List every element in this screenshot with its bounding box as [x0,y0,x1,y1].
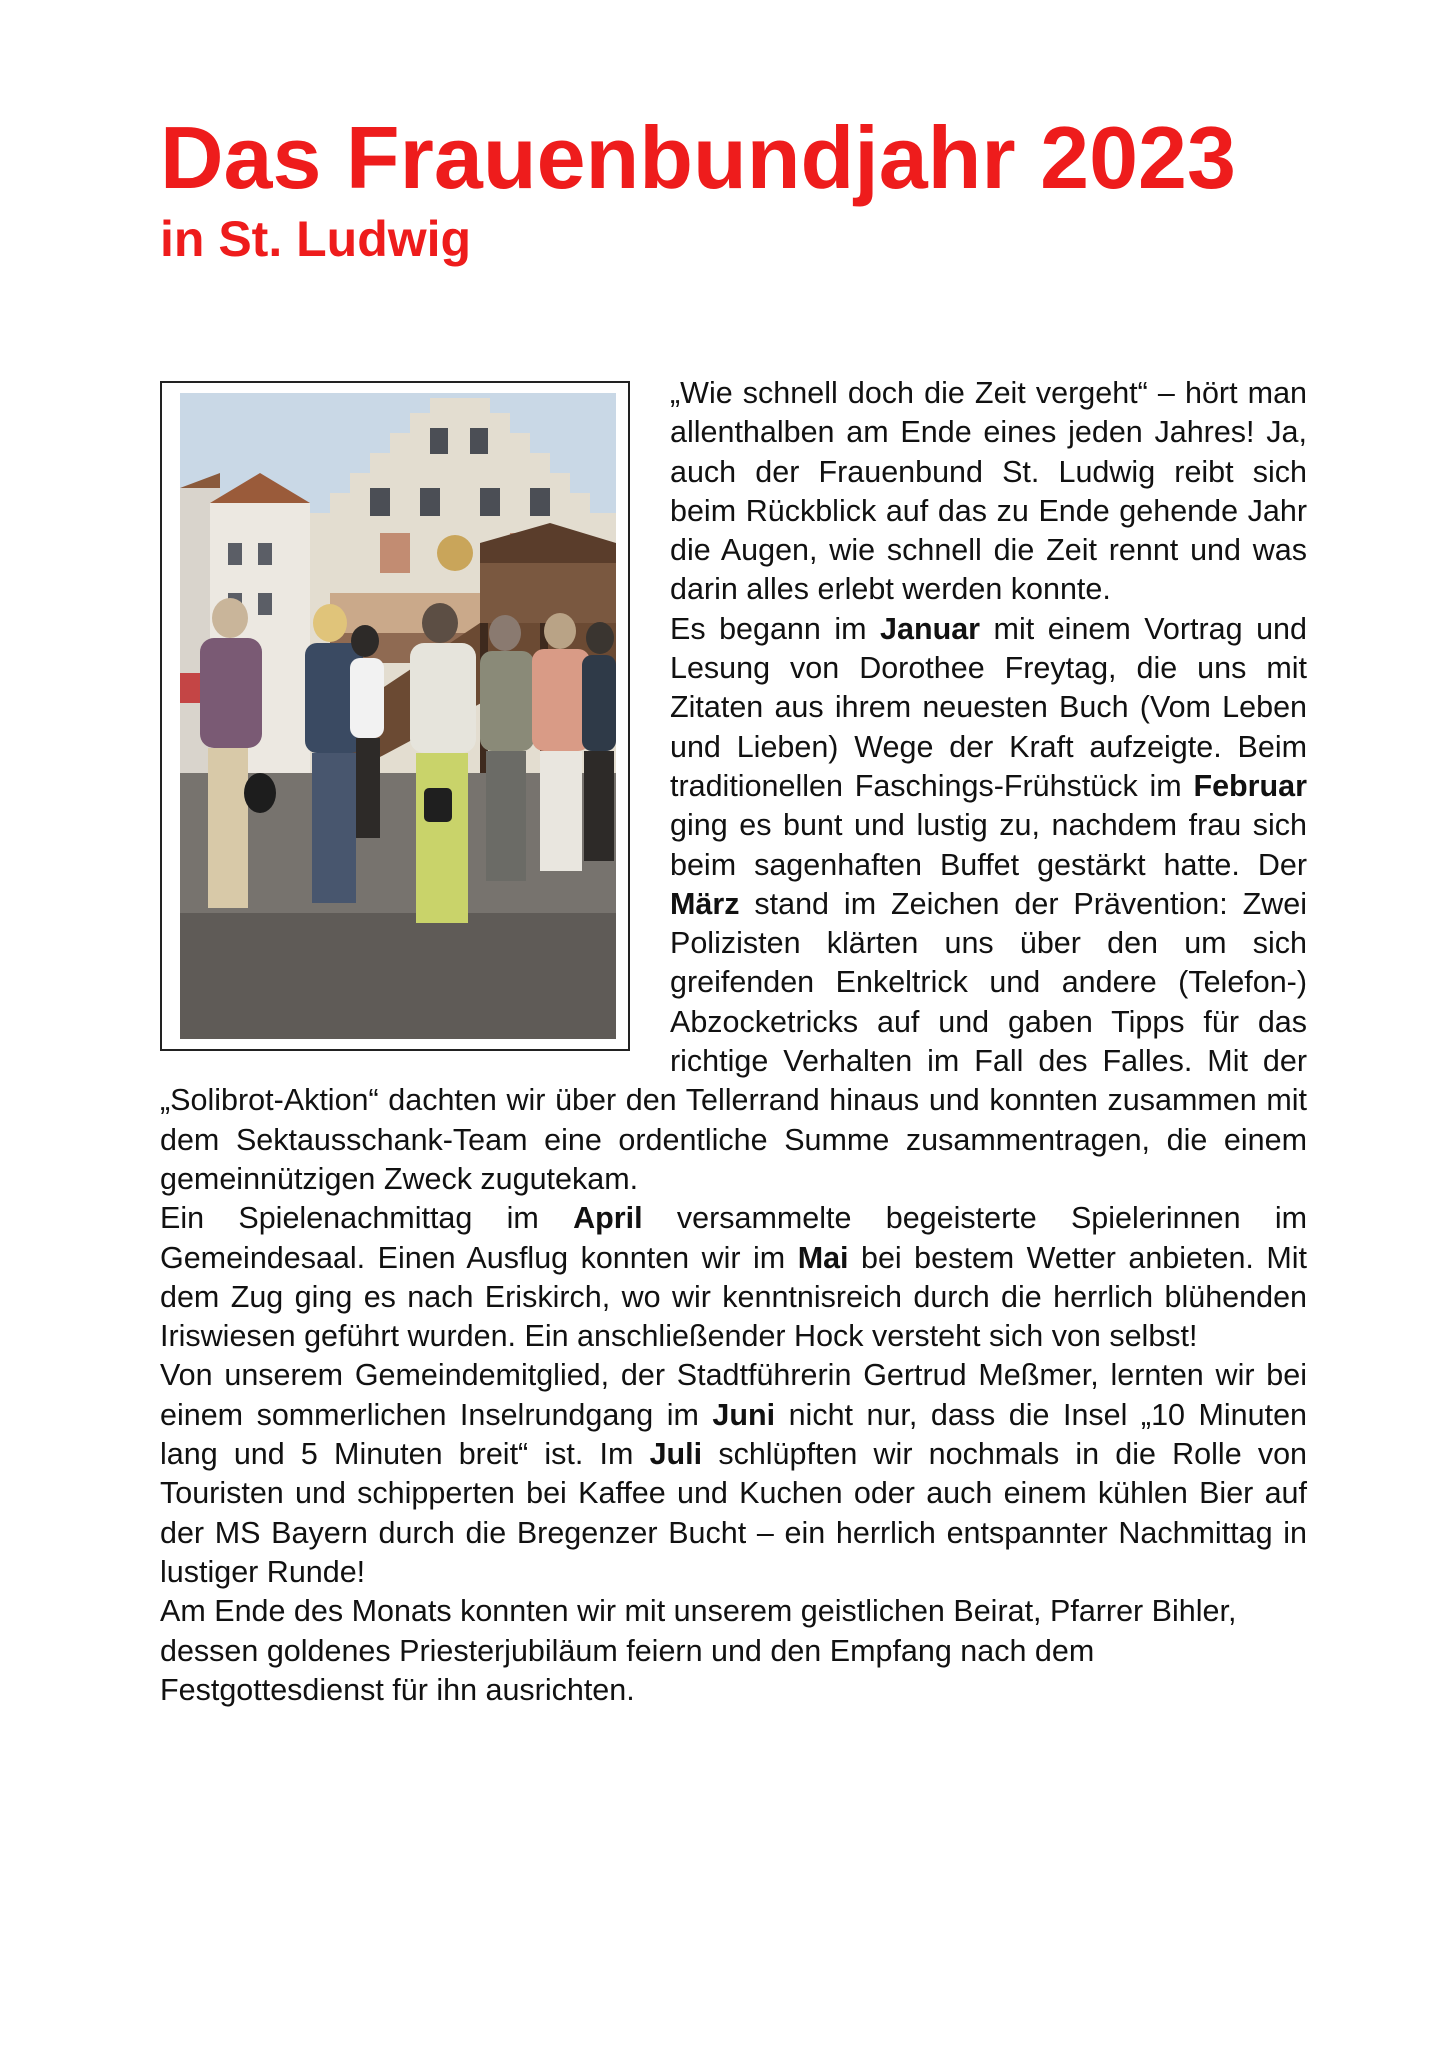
paragraph-text: mit einem Vortrag und Lesung von Dorothee Freytag, die uns mit Zitaten aus ihrem neuesten Buch (Vom Leben und Lieben) Wege der Kraft aufzeigte. Beim traditionellen Faschings-Frühstück im [670,611,1307,803]
paragraph-text: Von unserem Gemeindemitglied, der Stadtführerin Gertrud Meßmer, lernten wir bei einem sommerlichen Inselrundgang im [160,1358,1307,1432]
month-highlight: April [573,1201,643,1236]
paragraph-text: Ein Spielenachmittag im [160,1201,574,1236]
paragraph-text: nicht nur, dass die Insel „10 Minuten lang und 5 Minuten breit“ ist. Im [160,1397,1307,1472]
paragraph-text: versammelte begeisterte Spielerinnen im Gemeindesaal. Einen Ausflug konnten wir im [160,1201,1307,1275]
page-subtitle: in St. Ludwig [160,211,472,267]
month-highlight: Juli [649,1437,703,1472]
paragraph-text: schlüpften wir nochmals in die Rolle von Touristen und schipperten bei Kaffee und Kuchen oder auch einem kühlen Bier auf der MS Bayern durch die Bregenzer Bucht – ein herrlich entspannter Nachmittag in lustiger Runde! [160,1437,1308,1589]
paragraph-text: Am Ende des Monats konnten wir mit unserem geistlichen Beirat, Pfarrer Bihler, dessen goldenes Priesterjubiläum feiern und den Empfang nach dem Festgottesdienst für ihn ausrichten. [160,1594,1237,1707]
month-highlight: Mai [797,1240,849,1275]
article-photo [160,381,630,1051]
paragraph-text: „Wie schnell doch die Zeit vergeht“ – hört man allenthalben am Ende eines jeden Jahres! Ja, auch der Frauenbund St. Ludwig reibt sich beim Rückblick auf das zu Ende gehende Jahr die Augen, wie schnell die Zeit rennt und was darin alles erlebt werden konnte. [670,376,1307,607]
paragraph-text: Es begann im [670,611,881,646]
article-paragraph [160,1356,1307,1592]
group-tour-photo-icon [180,393,616,1039]
paragraph-text: bei bestem Wetter anbieten. Mit dem Zug ging es nach Eriskirch, wo wir kenntnisreich durch die herrlich blühenden Iriswiesen geführt wurden. Ein anschließender Hock versteht sich von selbst! [160,1240,1308,1354]
article-paragraph [160,1199,1307,1356]
month-highlight: März [670,886,740,921]
month-highlight: Juni [712,1397,776,1432]
month-highlight: Januar [880,611,981,646]
paragraph-text: stand im Zeichen der Prävention: Zwei Polizisten klärten uns über den um sich greifenden Enkeltrick und andere (Telefon-) Abzocketricks auf und gaben Tipps für das richtige Verhalten im Fall des Falles. Mit der „Solibrot-Aktion“ dachten wir über den Tellerrand hinaus und konnten zusammen mit dem Sektausschank-Team eine ordentliche Summe zusammentragen, die einem gemeinnützigen Zweck zugutekam. [160,886,1307,1196]
paragraph-text: ging es bunt und lustig zu, nachdem frau sich beim sagenhaften Buffet gestärkt hatte. Der [670,808,1307,882]
month-highlight: Februar [1193,768,1307,803]
article-body [160,374,1307,1710]
page-title: Das Frauenbundjahr 2023 [160,108,1236,207]
article-paragraph [160,1592,1307,1710]
